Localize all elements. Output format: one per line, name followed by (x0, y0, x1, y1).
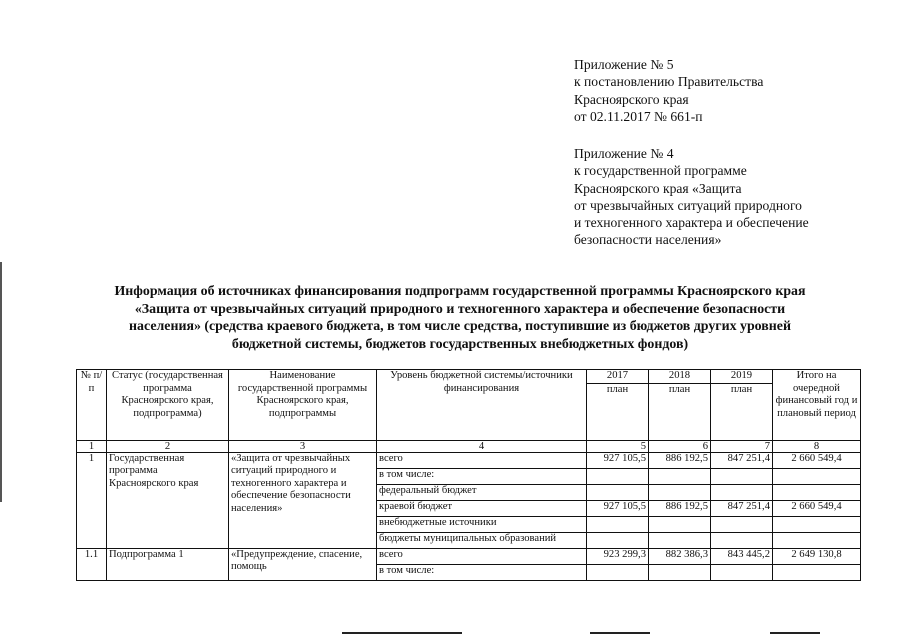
header-year-2019: 2019 (711, 370, 773, 384)
value-2017 (587, 564, 649, 580)
value-total: 2 660 549,4 (773, 452, 861, 468)
scan-artifact-line (590, 632, 650, 634)
annex-4-header (574, 145, 809, 249)
annex-line: к постановлению Правительства (574, 74, 764, 90)
row-level: в том числе: (377, 468, 587, 484)
annex-line: от 02.11.2017 № 661-п (574, 108, 703, 124)
financing-table (76, 369, 861, 581)
value-2018 (649, 532, 711, 548)
table-header-row (77, 370, 861, 384)
col-number: 5 (587, 440, 649, 452)
value-2019 (711, 468, 773, 484)
value-total (773, 468, 861, 484)
annex-line: Приложение № 4 (574, 146, 674, 161)
header-year-2018: 2018 (649, 370, 711, 384)
header-year-2017: 2017 (587, 370, 649, 384)
value-2018 (649, 564, 711, 580)
value-total (773, 564, 861, 580)
scan-edge-line (0, 262, 2, 502)
value-2017: 923 299,3 (587, 548, 649, 564)
row-level: в том числе: (377, 564, 587, 580)
header-total: Итого на очередной финансовый год и плановый период (773, 370, 861, 441)
header-plan-2017: план (587, 383, 649, 440)
value-2019 (711, 484, 773, 500)
row-level: всего (377, 452, 587, 468)
title-line: бюджетной системы, бюджетов государственных внебюджетных фондов) (231, 336, 689, 352)
header-plan-2018: план (649, 383, 711, 440)
annex-line: Приложение № 5 (574, 57, 674, 72)
row-level: федеральный бюджет (377, 484, 587, 500)
column-number-row (77, 440, 861, 452)
col-number: 2 (107, 440, 229, 452)
annex-line: Красноярского края «Защита (574, 180, 742, 196)
value-2017: 927 105,5 (587, 500, 649, 516)
scan-artifact-line (342, 632, 462, 634)
annex-line: и техногенного характера и обеспечение (574, 215, 809, 231)
value-2019 (711, 532, 773, 548)
annex-5-header (574, 56, 763, 125)
value-2017 (587, 532, 649, 548)
value-2019: 843 445,2 (711, 548, 773, 564)
col-number: 1 (77, 440, 107, 452)
value-2017 (587, 484, 649, 500)
value-2018 (649, 484, 711, 500)
header-plan-2019: план (711, 383, 773, 440)
row-level: бюджеты муниципальных образований (377, 532, 587, 548)
row-status: Государственная программа Красноярского края (107, 452, 229, 548)
col-number: 7 (711, 440, 773, 452)
value-total (773, 532, 861, 548)
col-number: 8 (773, 440, 861, 452)
value-2019 (711, 516, 773, 532)
header-num: № п/п (77, 370, 107, 441)
value-2019 (711, 564, 773, 580)
row-num: 1.1 (77, 548, 107, 580)
document-title (60, 283, 860, 353)
header-name: Наименование государственной программы Красноярского края, подпрограммы (229, 370, 377, 441)
row-name: «Защита от чрезвычайных ситуаций природного и техногенного характера и обеспечение безопасности населения» (229, 452, 377, 548)
value-total: 2 649 130,8 (773, 548, 861, 564)
annex-line: от чрезвычайных ситуаций природного (574, 197, 802, 213)
value-2018 (649, 516, 711, 532)
row-level: внебюджетные источники (377, 516, 587, 532)
value-total (773, 484, 861, 500)
value-total (773, 516, 861, 532)
title-line: населения» (средства краевого бюджета, в том числе средства, поступившие из бюджетов других уровней (129, 319, 791, 335)
title-line: «Защита от чрезвычайных ситуаций природного и техногенного характера и обеспечение безопасности (134, 301, 786, 317)
annex-line: Красноярского края (574, 91, 689, 107)
value-2018 (649, 468, 711, 484)
row-level: всего (377, 548, 587, 564)
value-2018: 886 192,5 (649, 500, 711, 516)
col-number: 3 (229, 440, 377, 452)
scan-artifact-line (770, 632, 820, 634)
value-2018: 882 386,3 (649, 548, 711, 564)
value-2019: 847 251,4 (711, 452, 773, 468)
value-2019: 847 251,4 (711, 500, 773, 516)
value-2017 (587, 468, 649, 484)
header-level: Уровень бюджетной системы/источники финансирования (377, 370, 587, 441)
row-status: Подпрограмма 1 (107, 548, 229, 580)
annex-line: безопасности населения» (574, 232, 722, 248)
annex-line: к государственной программе (574, 163, 747, 179)
row-num: 1 (77, 452, 107, 548)
value-2018: 886 192,5 (649, 452, 711, 468)
col-number: 6 (649, 440, 711, 452)
value-2017 (587, 516, 649, 532)
row-level: краевой бюджет (377, 500, 587, 516)
row-name: «Предупреждение, спасение, помощь (229, 548, 377, 580)
table-row (77, 548, 861, 564)
table-row (77, 452, 861, 468)
title-line: Информация об источниках финансирования подпрограмм государственной программы Красноярского края (114, 284, 806, 299)
value-2017: 927 105,5 (587, 452, 649, 468)
header-status: Статус (государственная программа Красноярского края, подпрограмма) (107, 370, 229, 441)
value-total: 2 660 549,4 (773, 500, 861, 516)
col-number: 4 (377, 440, 587, 452)
